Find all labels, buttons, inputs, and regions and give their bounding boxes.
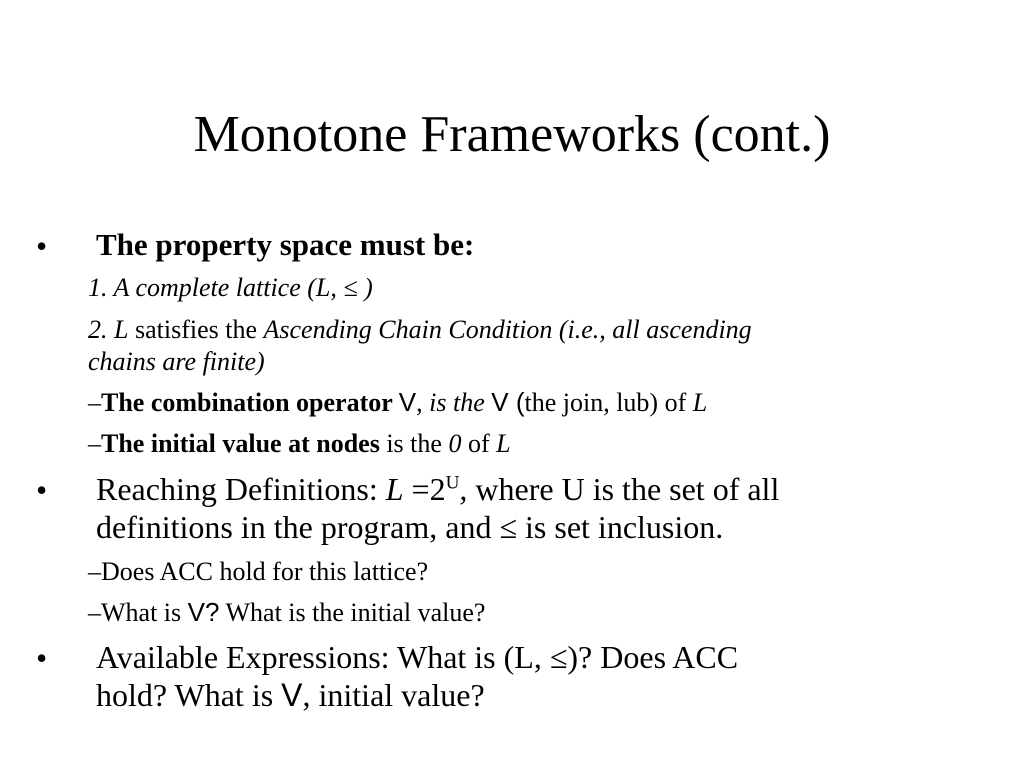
combination-operator-line — [88, 386, 707, 419]
zero: 0 — [448, 429, 462, 458]
initial-value-question: What is the initial value? — [219, 598, 486, 627]
property-item-1: 1. A complete lattice (L, ≤ ) — [88, 273, 373, 302]
property-item-2-line-1 — [88, 314, 752, 346]
rd-sup: U — [445, 472, 460, 494]
available-expressions-line-2 — [96, 676, 485, 714]
lattice-L: L — [496, 429, 511, 458]
what-is: –What is — [88, 598, 188, 627]
rd-L: L — [385, 471, 404, 507]
bullet-glyph: • — [36, 472, 48, 508]
rd-label: Reaching Definitions: — [96, 471, 386, 507]
ae-initial: , initial value? — [302, 677, 485, 713]
bullet-1-text: The property space must be: — [96, 227, 475, 262]
initial-value-label: The initial value at nodes — [101, 429, 380, 458]
join-symbol-2: V — [491, 387, 509, 417]
item-2-number: 2. L — [88, 315, 129, 344]
bullet-glyph: • — [36, 640, 48, 676]
join-symbol-question: V? — [187, 597, 220, 627]
paren: ( — [508, 387, 525, 417]
join-desc: the join, lub) of — [524, 388, 693, 417]
ae-hold: hold? What is — [96, 677, 282, 713]
comma: , is the — [416, 388, 492, 417]
dash: – — [88, 429, 101, 458]
reaching-definitions-line-1 — [96, 470, 779, 508]
bullet-glyph: • — [36, 228, 48, 264]
item-2-satisfies: satisfies the — [128, 315, 264, 344]
available-expressions-line-1: Available Expressions: What is (L, ≤)? Does ACC — [96, 639, 739, 675]
lattice-L: L — [692, 388, 708, 417]
reaching-definitions-line-2: definitions in the program, and ≤ is set inclusion. — [96, 509, 724, 545]
acc-question: –Does ACC hold for this lattice? — [88, 557, 429, 586]
rd-eq: =2 — [403, 471, 446, 507]
dash: – — [88, 388, 101, 417]
join-symbol-ae: V — [281, 677, 303, 713]
is-the: is the — [379, 429, 449, 458]
rd-rest: where U is the set of all — [467, 471, 780, 507]
join-symbol: V — [398, 387, 417, 417]
join-question-line — [88, 596, 485, 629]
combination-operator-label: The combination operator — [101, 388, 399, 417]
initial-value-line — [88, 428, 511, 460]
item-2-acc: Ascending Chain Condition (i.e., all ascending — [263, 315, 752, 344]
property-item-2-line-2: chains are finite) — [88, 347, 265, 376]
rd-comma: , — [459, 471, 468, 507]
slide-title: Monotone Frameworks (cont.) — [193, 106, 831, 163]
of: of — [461, 429, 497, 458]
